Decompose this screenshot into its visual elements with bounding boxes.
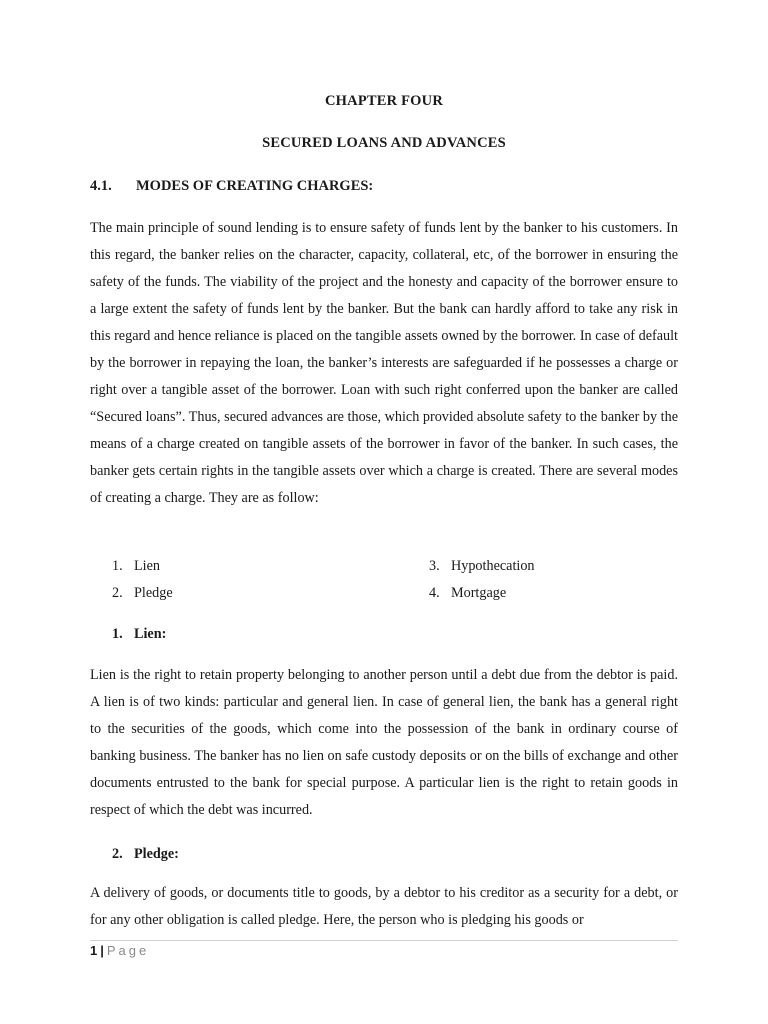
lien-heading [112,626,166,643]
list-item-label: Mortgage [451,585,507,601]
page-footer [90,943,149,958]
lien-paragraph: Lien is the right to retain property belonging to another person until a debt due from the debtor is paid. A lien is of two kinds: particular and general lien. In case of general lien, the bank has a general right to the securities of the goods, which come into the possession of the bank in ordinary course of banking business. The banker has no lien on safe custody deposits or on the bills of exchange and other documents entrusted to the bank for special purpose. A particular lien is the right to retain goods in respect of which the debt was incurred. [90,667,678,818]
list-item [112,553,173,580]
list-item [112,580,173,607]
lien-number: 1. [112,626,123,642]
page-label: Page [106,943,150,958]
list-item-number: 3. [429,558,440,574]
list-item-label: Hypothecation [451,558,535,574]
modes-list-left [112,553,173,607]
section-heading [90,178,373,195]
footer-separator: | [100,943,104,958]
list-item-label: Lien [134,558,160,574]
footer-divider [90,940,678,941]
pledge-title: Pledge: [134,846,179,862]
intro-paragraph: The main principle of sound lending is to ensure safety of funds lent by the banker to his customers. In this regard, the banker relies on the character, capacity, collateral, etc, of the borrower in ensuring the safety of the funds. The viability of the project and the honesty and capacity of the borrower ensure to a large extent the safety of funds lent by the banker. But the bank can hardly afford to take any risk in this regard and hence reliance is placed on the tangible assets owned by the borrower. In case of default by the borrower in repaying the loan, the banker’s interests are safeguarded if he possesses a charge or right over a tangible asset of the borrower. Loan with such right conferred upon the banker are called “Secured loans”. Thus, secured advances are those, which provided absolute safety to the banker by the means of a charge created on tangible assets of the borrower in favor of the banker. In such cases, the banker gets certain rights in the tangible assets over which a charge is created. There are several modes of creating a charge. They are as follow: [90,220,678,506]
chapter-subtitle: SECURED LOANS AND ADVANCES [262,135,506,151]
section-title: MODES OF CREATING CHARGES: [136,178,374,194]
modes-list-right [429,553,535,607]
pledge-paragraph: A delivery of goods, or documents title to goods, by a debtor to his creditor as a security for a debt, or for any other obligation is called pledge. Here, the person who is pledging his goods or [90,885,678,928]
pledge-number: 2. [112,846,123,862]
section-number: 4.1. [90,178,112,194]
list-item-number: 2. [112,585,123,601]
list-item [429,580,535,607]
list-item-number: 4. [429,585,440,601]
list-item-number: 1. [112,558,123,574]
list-item [429,553,535,580]
list-item-label: Pledge [134,585,173,601]
chapter-title: CHAPTER FOUR [325,93,443,109]
page-number: 1 [90,943,98,958]
lien-title: Lien: [134,626,167,642]
pledge-heading [112,846,179,863]
